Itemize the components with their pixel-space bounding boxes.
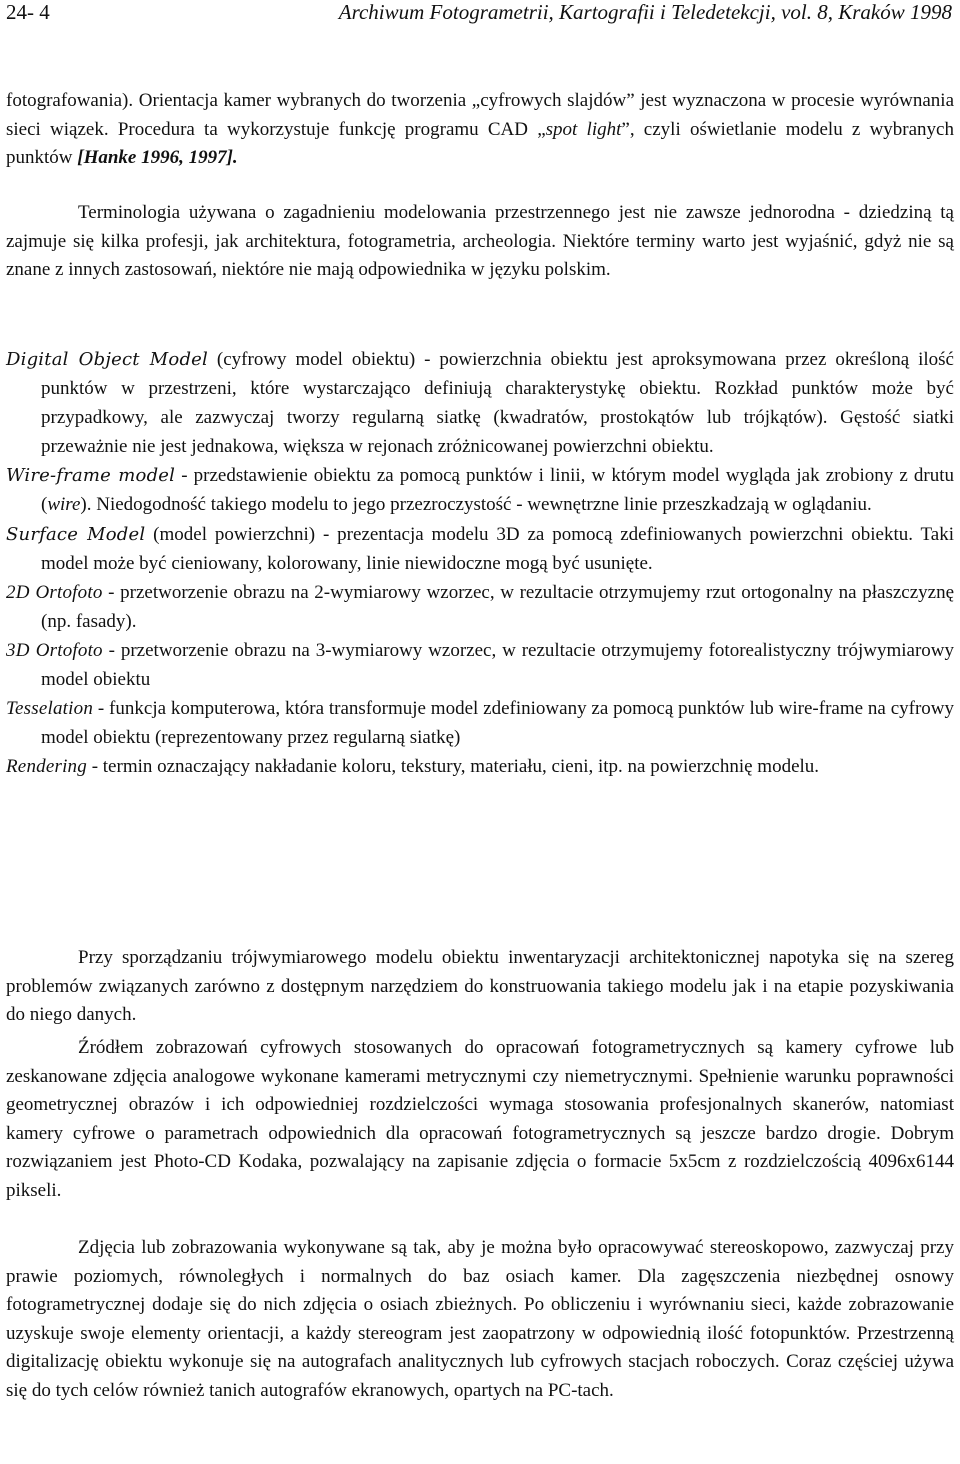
glossary-term: Wire-frame model (6, 465, 176, 487)
citation: [Hanke 1996, 1997]. (77, 147, 238, 169)
glossary-term: Digital Object Model (6, 349, 208, 370)
glossary-term: 2D Ortofoto (6, 581, 103, 603)
intro-paragraph-1: fotografowania). Orientacja kamer wybranych do tworzenia „cyfrowych slajdów” jest wyznaczona w procesie wyrównania sieci wiązek. Procedura ta wykorzystuje funkcję programu CAD „spot light”, czyli oświetlanie modelu z wybranych punktów [Hanke 1996, 1997]. (6, 90, 954, 169)
glossary-entry: Surface Model (model powierzchni) - prezentacja modelu 3D za pomocą zdefiniowanych powierzchni obiektu. Taki model może być cieniowany, kolorowany, linie niewidoczne mogą być usunięte. (6, 523, 954, 574)
glossary-entry: 2D Ortofoto - przetworzenie obrazu na 2-wymiarowy wzorzec, w rezultacie otrzymujemy rzut ortogonalny na płaszczyznę (np. fasady). (6, 581, 955, 632)
journal-title: Archiwum Fotogrametrii, Kartografii i Teledetekcji, vol. 8, Kraków 1998 (338, 0, 952, 24)
glossary-term: Rendering (6, 756, 87, 778)
glossary-entry: Rendering - termin oznaczający nakładanie koloru, tekstury, materiału, cieni, itp. na powierzchnię modelu. (6, 756, 820, 778)
glossary-entry: 3D Ortofoto - przetworzenie obrazu na 3-wymiarowy wzorzec, w rezultacie otrzymujemy fotorealistyczny trójwymiarowy model obiektu (6, 639, 955, 691)
glossary (6, 345, 954, 781)
running-header (6, 0, 954, 24)
glossary-term: Surface Model (6, 523, 146, 545)
glossary-term: 3D Ortofoto (6, 639, 103, 661)
body-paragraph-1: Przy sporządzaniu trójwymiarowego modelu obiektu inwentaryzacji architektonicznej napotyka się na szereg problemów związanych zarówno z dostępnym narzędziem do konstruowania takiego modelu jak i na etapie pozyskiwania do niego danych. (6, 947, 954, 1026)
page-number: 24- 4 (6, 0, 50, 24)
glossary-entry: Tesselation - funkcja komputerowa, która transformuje model zdefiniowany za pomocą punktów lub wire-frame na cyfrowy model obiektu (reprezentowany przez regularną siatkę) (6, 698, 954, 749)
intro-paragraph-2: Terminologia używana o zagadnieniu modelowania przestrzennego jest nie zawsze jednorodna - dziedziną tą zajmuje się kilka profesji, jak architektura, fotogrametria, archeologia. Niektóre terminy warto jest wyjaśnić, gdyż nie są znane z innych zastosowań, niektóre nie mają odpowiednika w języku polskim. (6, 202, 954, 281)
glossary-term: Tesselation (6, 698, 94, 720)
glossary-entry: Digital Object Model (cyfrowy model obiektu) - powierzchnia obiektu jest aproksymowana przez określoną ilość punktów w przestrzeni, które wystarczająco definiują charakterystykę obiektu. Rozkład punktów może być przypadkowy, ale zazwyczaj tworzy regularną siatkę (kwadratów, prostokątów lub trójkątów). Gęstość siatki przeważnie nie jest jednakowa, większa w rejonach zróżnicowanej powierzchni obiektu. (6, 349, 954, 458)
glossary-entry: Wire-frame model - przedstawienie obiektu za pomocą punktów i linii, w którym model wygląda jak zrobiony z drutu (wire). Niedogodność takiego modelu to jego przezroczystość - wewnętrzne linie przeszkadzają w oglądaniu. (6, 465, 955, 516)
spot-light-term: spot light (545, 118, 622, 140)
body-paragraph-2: Źródłem zobrazowań cyfrowych stosowanych do opracowań fotogrametrycznych są kamery cyfrowe lub zeskanowane zdjęcia analogowe wykonane kamerami metrycznymi czy niemetrycznymi. Spełnienie warunku poprawności geometrycznej obrazów i ich odpowiedniej rozdzielczości wymaga stosowania profesjonalnych skanerów, natomiast kamery cyfrowe o parametrach odpowiednich dla opracowań fotogrametrycznych są jeszcze bardzo drogie. Dobrym rozwiązaniem jest Photo-CD Kodaka, pozwalający na zapisanie zdjęcia o formacie 5x5cm z rozdzielczością 4096x6144 pikseli. (6, 1037, 954, 1201)
body-paragraph-3: Zdjęcia lub zobrazowania wykonywane są tak, aby je można było opracowywać stereoskopowo, zazwyczaj przy prawie poziomych, równoległych i normalnych do baz osiach kamer. Dla zagęszczenia niezbędnej osnowy fotogrametrycznej dodaje się do nich zdjęcia o osiach zbieżnych. Po obliczeniu i wyrównaniu sieci, każde zobrazowanie uzyskuje swoje elementy orientacji, a każdy stereogram jest zaopatrzony w odpowiednią ilość fotopunktów. Przestrzenną digitalizację obiektu wykonuje się na autografach analitycznych lub cyfrowych stacjach roboczych. Coraz częściej używa się do tych celów również tanich autografów ekranowych, opartych na PC-tach. (6, 1237, 954, 1401)
